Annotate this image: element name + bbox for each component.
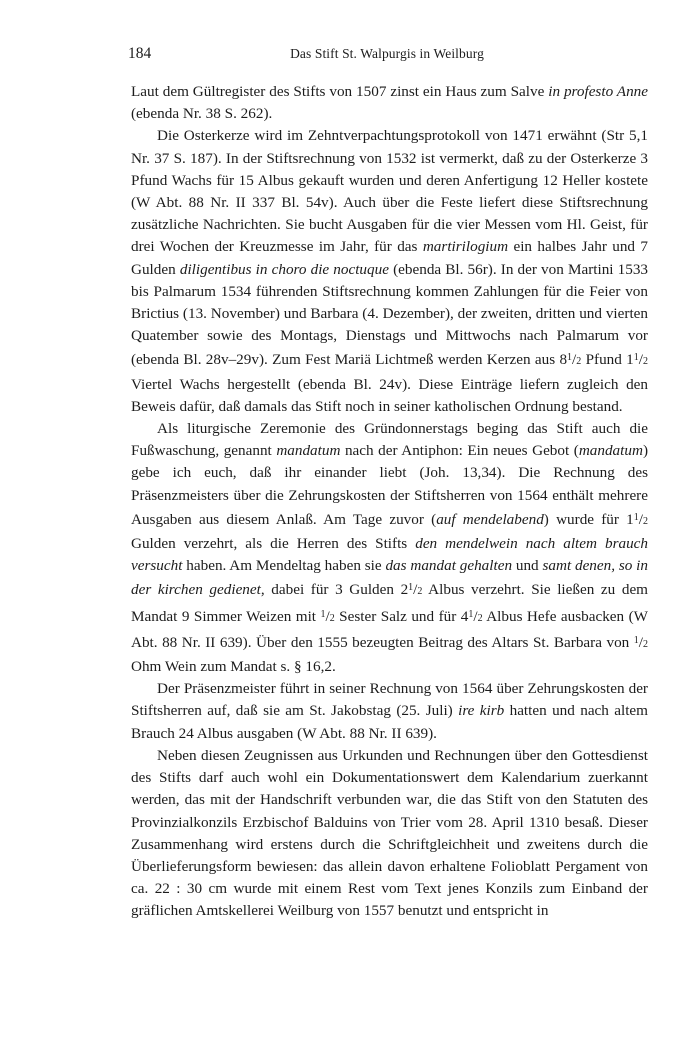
fraction-denominator: 2 [643,515,648,527]
fraction-numerator: 1 [633,511,639,523]
fraction: $^1$/2 [320,607,335,625]
italic-text: mandatum [578,442,643,460]
italic-text: ire kirb [458,702,505,720]
paragraph [131,678,648,745]
fraction-numerator: 1 [408,582,414,594]
fraction: $^1$/2 [468,607,483,625]
page-number: 184 [128,45,152,62]
italic-text: auf mendelabend [436,510,544,528]
fraction-denominator: 2 [417,586,423,598]
text-run: (ebenda Bl. 56r). In der von Martini 1533 bis Palmarum 1534 führenden Stiftsrechnung kommen Zahlungen für die Feier von Brictius (13. November) und Barbara (4. Dezember), der zweiten, dritten und vierten Quatember sowie des Montags, Dienstags und Mittwochs nach Palmarum vor (ebenda Bl. 28v–29v). Zum Fest Mariä Lichtmeß werden Kerzen aus 8 [131,260,649,369]
text-run: Die Osterkerze wird im Zehntverpachtungsprotokoll von 1471 erwähnt (Str 5,1 Nr. 37 S. 187). In der Stiftsrechnung von 1532 ist vermerkt, daß zu der Osterkerze 3 Pfund Wachs für 15 Albus gekauft wurden und deren Anfertigung 12 Heller kostete (W Abt. 88 Nr. II 337 Bl. 54v). Auch über die Feste liefert diese Stiftsrechnung zusätzliche Nachrichten. Sie bucht Ausgaben für die vier Messen vom Hl. Geist, für drei Wochen der Kreuzmesse im Jahr, für das [131,127,648,256]
text-run: Viertel Wachs hergestellt (ebenda Bl. 24v). Diese Einträge liefern zugleich den Beweis dafür, daß damals das Stift noch in seiner katholischen Ordnung bestand. [131,375,648,415]
text-run: Der Präsenzmeister führt in seiner Rechnung von 1564 über Zehrungskosten der Stiftsherren auf, daß sie am St. Jakobstag (25. Juli) [131,680,648,720]
text-run: ) wurde für 1 [543,510,634,528]
fraction-denominator: 2 [576,356,582,368]
text-run: ) gebe ich euch, daß ihr einander liebt (Joh. 13,34). Die Rechnung des Präsenzmeisters über die Zehrungskosten der Stiftsherren von 1564 enthält mehrere Ausgaben aus diesem Anlaß. Am Tage zuvor ( [131,442,648,528]
fraction-numerator: 1 [567,352,573,364]
paragraph [131,418,648,678]
text-run: Sester Salz und für 4 [334,607,469,625]
paragraph [131,745,648,923]
text-run: und [512,557,543,575]
text-run: Neben diesen Zeugnissen aus Urkunden und Rechnungen über den Gottesdienst des Stifts darf auch wohl ein Dokumentationswert dem Kalendarium zuerkannt werden, das mit der Handschrift verbunden war, die das Stift von den Statuten des Provinzialkonzils Erzbischof Balduins von Trier vom 28. April 1310 besaß. Dieser Zusammenhang wird erstens durch die Schriftgleichheit und zweitens durch die Überlieferungsform bewiesen: das allein davon erhaltene Folioblatt Pergament von ca. 22 : 30 cm wurde mit einem Rest vom Text jenes Konzils zum Einband der gräflichen Amtskellerei Weilburg von 1557 benutzt und entspricht in [131,746,648,920]
text-run: , dabei für 3 Gulden 2 [260,581,409,599]
fraction-denominator: 2 [643,356,648,368]
text-run: haben. Am Mendeltag haben sie [182,557,386,575]
fraction-denominator: 2 [643,638,648,650]
fraction: $^1$/2 [633,510,648,528]
text-run: nach der Antiphon: Ein neues Gebot ( [340,442,579,460]
fraction-numerator: 1 [633,634,639,646]
fraction: $^1$/2 [633,351,648,369]
italic-text: samt denen, so in der kirchen gedienet [131,557,648,599]
text-run: Albus Hefe ausbacken (W Abt. 88 Nr. II 639). Über den 1555 bezeugten Beitrag des Altars St. Barbara von [131,607,648,651]
fraction-denominator: 2 [329,612,335,624]
text-run: Ohm Wein zum Mandat s. § 16,2. [131,658,336,676]
paragraph [131,125,648,418]
italic-text: in profesto Anne [548,83,648,100]
page-header [128,45,646,67]
text-run: Albus verzehrt. Sie ließen zu dem Mandat 9 Simmer Weizen mit [131,581,648,625]
italic-text: mandatum [276,442,341,460]
italic-text: diligentibus in choro die noctuque [179,260,389,278]
text-run: Als liturgische Zeremonie des Gründonnerstags beging das Stift auch die Fußwaschung, genannt [131,420,648,460]
fraction: $^1$/2 [633,633,648,651]
running-head: Das Stift St. Walpurgis in Weilburg [290,46,484,61]
fraction-numerator: 1 [320,608,326,620]
text-run: ein halbes Jahr und 7 Gulden [131,238,649,278]
fraction: $^1$/2 [408,581,423,599]
text-run: Gulden verzehrt, als die Herren des Stifts [131,535,416,553]
body-text [131,81,648,923]
fraction-numerator: 1 [468,608,474,620]
text-run: hatten und nach altem Brauch 24 Albus ausgaben (W Abt. 88 Nr. II 639). [131,702,648,742]
text-run: Laut dem Gültregister des Stifts von 1507 zinst ein Haus zum Salve [131,83,549,100]
fraction-denominator: 2 [477,612,483,624]
text-run: (ebenda Nr. 38 S. 262). [131,105,273,123]
italic-text: das mandat gehalten [385,557,513,575]
italic-text: martirilogium [422,238,509,256]
italic-text: den mendelwein nach altem brauch versucht [131,535,649,575]
paragraph [131,81,648,125]
fraction-numerator: 1 [633,352,639,364]
fraction: $^1$/2 [567,351,582,369]
text-run: Pfund 1 [581,351,634,369]
